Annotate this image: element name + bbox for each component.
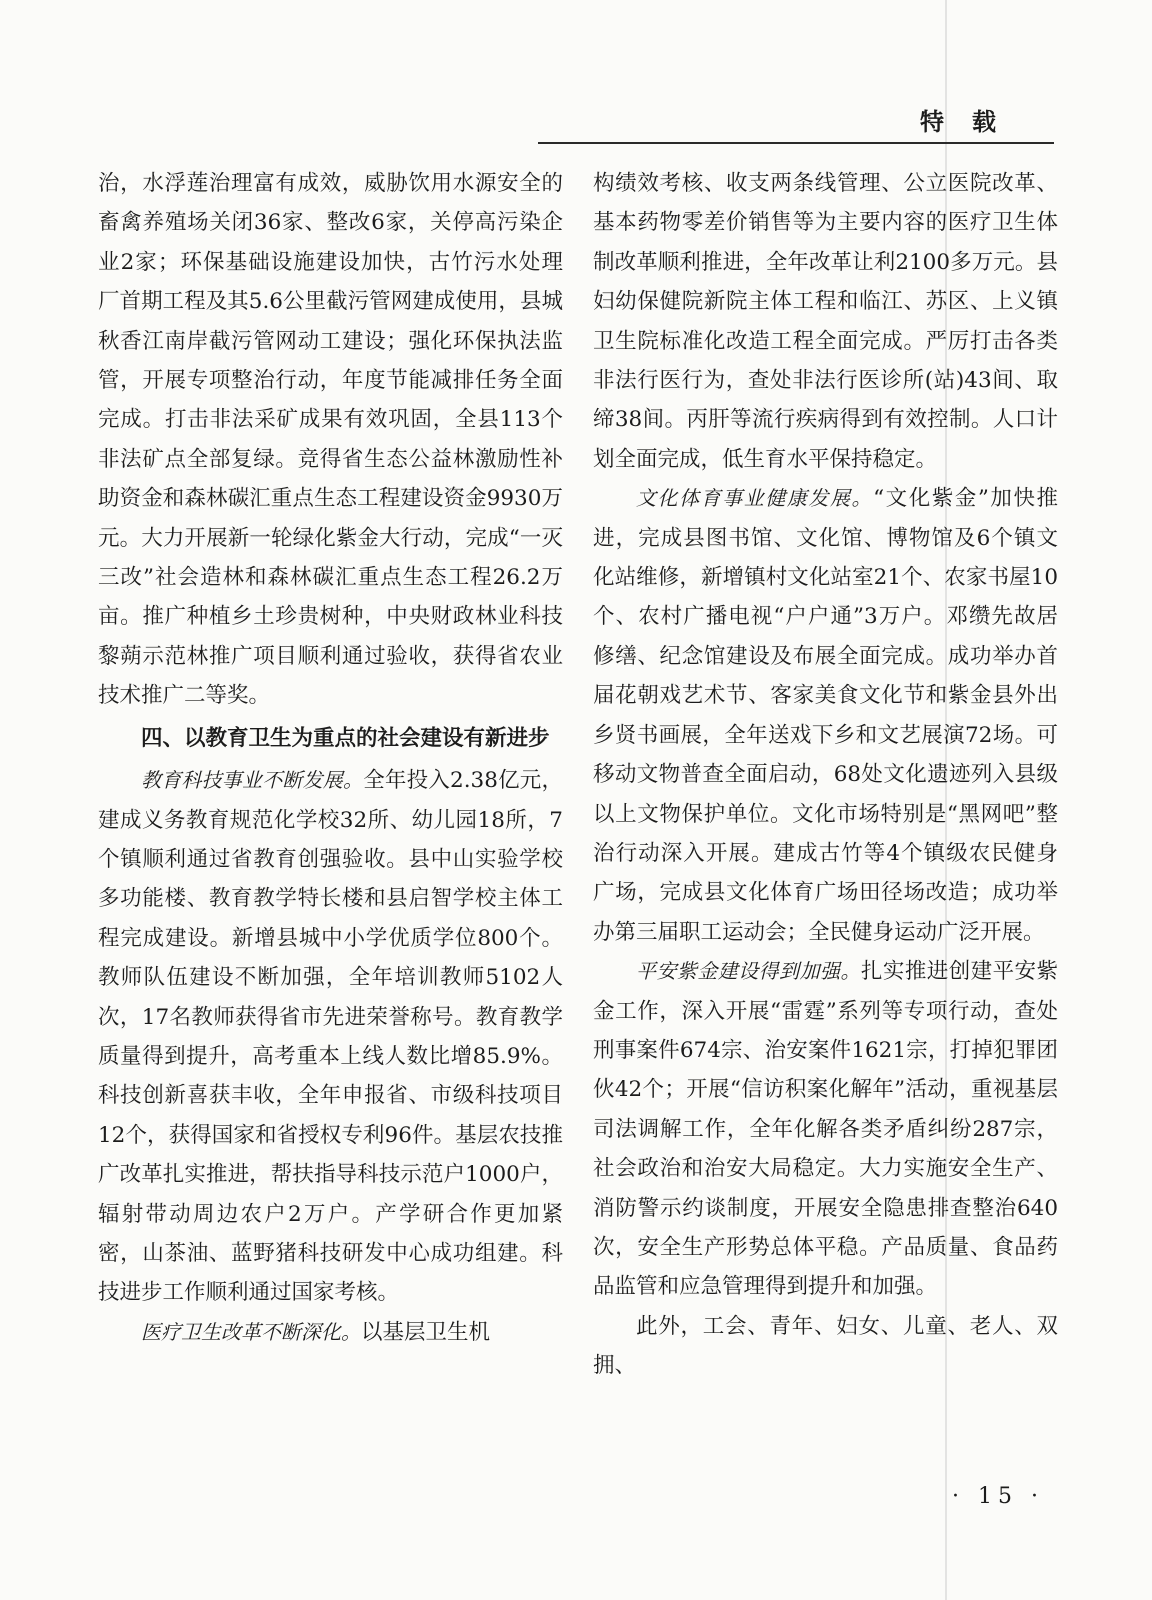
paragraph-lead: 教育科技事业不断发展。 [141, 768, 364, 793]
section-heading: 四、以教育卫生为重点的社会建设有新进步 [141, 725, 550, 751]
paragraph-body: 扎实推进创建平安紫金工作，深入开展“雷霆”系列等专项行动，查处刑事案件674宗、治安案件1621宗，打掉犯罪团伙42个；开展“信访积案化解年”活动，重视基层司法调解工作，全年化解各类矛盾纠纷287宗，社会政治和治安大局稳定。大力实施安全生产、消防警示约谈制度，开展安全隐患排查整治640次，安全生产形势总体平稳。产品质量、食品药品监管和应急管理得到提升和加强。 [593, 959, 1058, 1300]
running-header [538, 98, 1054, 144]
left-column [98, 164, 563, 1464]
paragraph-education [98, 761, 563, 1313]
paragraph-lead: 平安紫金建设得到加强。 [636, 959, 861, 984]
paragraph-body: “文化紫金”加快推进，完成县图书馆、文化馆、博物馆及6个镇文化站维修，新增镇村文化站室21个、农家书屋10个、农村广播电视“户户通”3万户。邓缵先故居修缮、纪念馆建设及布展全面完成。成功举办首届花朝戏艺术节、客家美食文化节和紫金县外出乡贤书画展，全年送戏下乡和文艺展演72场。可移动文物普查全面启动，68处文化遗迹列入县级以上文物保护单位。文化市场特别是“黑网吧”整治行动深入开展。建成古竹等4个镇级农民健身广场，完成县文化体育广场田径场改造；成功举办第三届职工运动会；全民健身运动广泛开展。 [593, 486, 1058, 945]
paragraph-medical [98, 1313, 563, 1352]
paragraph-lead: 医疗卫生改革不断深化。 [141, 1319, 361, 1344]
paragraph-continued: 构绩效考核、收支两条线管理、公立医院改革、基本药物零差价销售等为主要内容的医疗卫生体制改革顺利推进，全年改革让利2100多万元。县妇幼保健院新院主体工程和临江、苏区、上义镇卫生院标准化改造工程全面完成。严厉打击各类非法行医行为，查处非法行医诊所(站)43间、取缔38间。丙肝等流行疾病得到有效控制。人口计划全面完成，低生育水平保持稳定。 [593, 171, 1058, 472]
paragraph-body: 以基层卫生机 [361, 1319, 491, 1345]
paragraph-body: 全年投入2.38亿元，建成义务教育规范化学校32所、幼儿园18所，7个镇顺利通过省教育创强验收。县中山实验学校多功能楼、教育教学特长楼和县启智学校主体工程完成建设。新增县城中小学优质学位800个。教师队伍建设不断加强，全年培训教师5102人次，17名教师获得省市先进荣誉称号。教育教学质量得到提升，高考重本上线人数比增85.9%。科技创新喜获丰收，全年申报省、市级科技项目12个，获得国家和省授权专利96件。基层农技推广改革扎实推进，帮扶指导科技示范户1000户，辐射带动周边农户2万户。产学研合作更加紧密，山茶油、蓝野猪科技研发中心成功组建。科技进步工作顺利通过国家考核。 [98, 768, 563, 1306]
page-number: · 15 · [952, 1484, 1044, 1509]
paragraph-lead: 文化体育事业健康发展。 [636, 486, 874, 511]
paragraph-continued: 治，水浮莲治理富有成效，威胁饮用水源安全的畜禽养殖场关闭36家、整改6家，关停高污染企业2家；环保基础设施建设加快，古竹污水处理厂首期工程及其5.6公里截污管网建成使用，县城秋香江南岸截污管网动工建设；强化环保执法监管，开展专项整治行动，年度节能减排任务全面完成。打击非法采矿成果有效巩固，全县113个非法矿点全部复绿。竞得省生态公益林激励性补助资金和森林碳汇重点生态工程建设资金9930万元。大力开展新一轮绿化紫金大行动，完成“一灭三改”社会造林和森林碳汇重点生态工程26.2万亩。推广种植乡土珍贵树种，中央财政林业科技黎蒴示范林推广项目顺利通过验收，获得省农业技术推广二等奖。 [98, 171, 563, 709]
paragraph-other: 此外，工会、青年、妇女、儿童、老人、双拥、 [593, 1313, 1058, 1379]
paragraph-culture [593, 479, 1058, 952]
right-column [593, 164, 1058, 1464]
paragraph-safety [593, 952, 1058, 1307]
section-title: 特载 [920, 108, 1024, 136]
